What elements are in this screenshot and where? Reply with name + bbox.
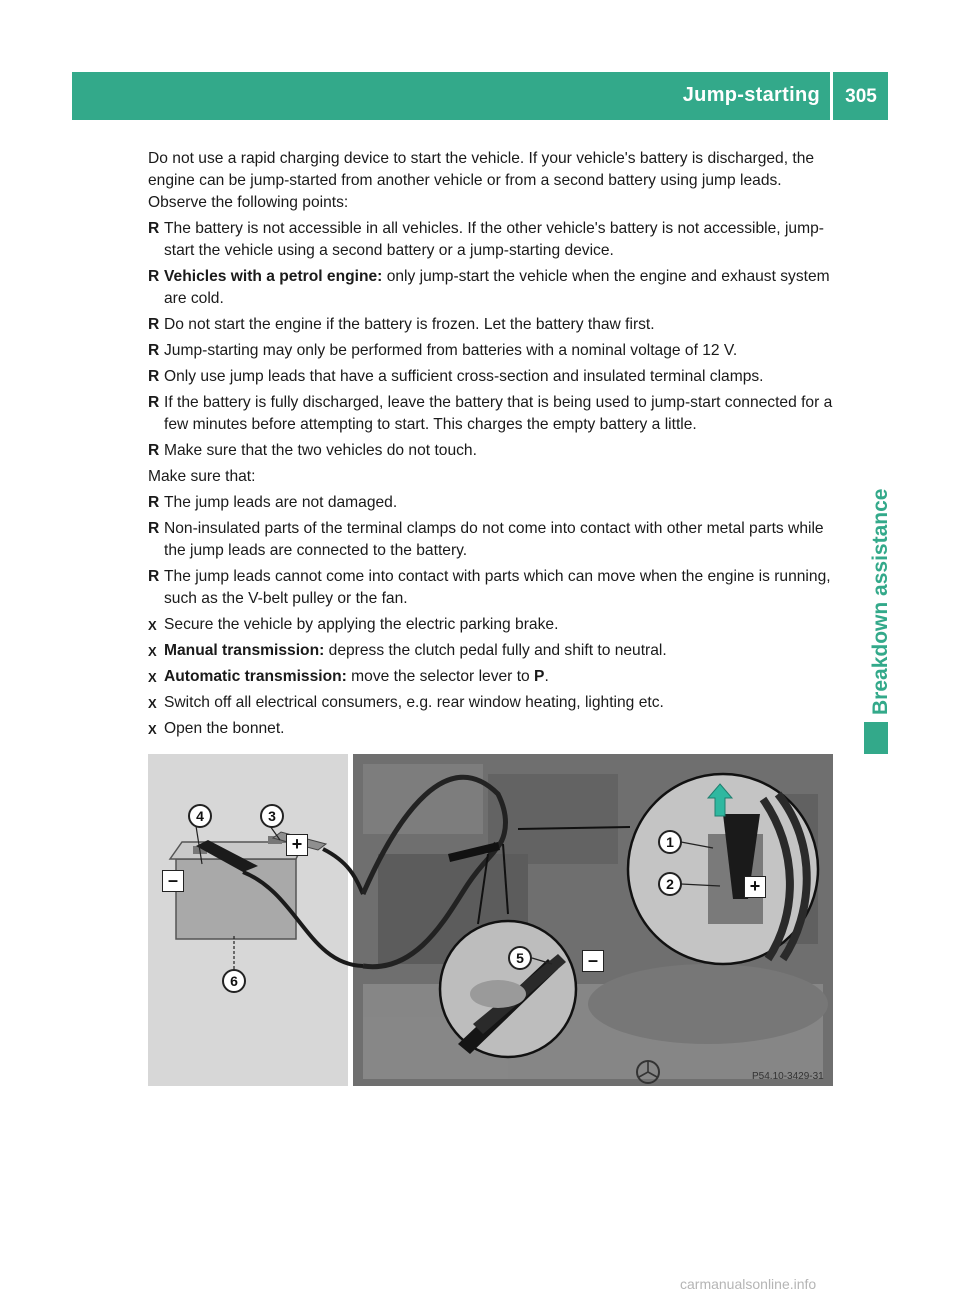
header-divider [830, 72, 833, 120]
chapter-tab-label: Breakdown assistance [869, 488, 892, 715]
step-mark: X [148, 670, 157, 685]
list-item [148, 392, 838, 436]
minus-sign: – [162, 870, 184, 892]
callout-3: 3 [260, 804, 284, 828]
list-item [148, 340, 838, 362]
item-text: The battery is not accessible in all vehicles. If the other vehicle's battery is not accessible, jump-start the vehicle using a second battery or a jump-starting device. [164, 220, 824, 259]
bullet-mark: R [148, 494, 160, 511]
list-item [148, 266, 838, 310]
step-text: Secure the vehicle by applying the electric parking brake. [164, 616, 559, 633]
item-text: Make sure that the two vehicles do not touch. [164, 442, 477, 459]
step-bold: Manual transmission: [164, 642, 325, 659]
plus-sign: + [744, 876, 766, 898]
step-tail: . [544, 668, 549, 685]
item-text: Do not start the engine if the battery is frozen. Let the battery thaw first. [164, 316, 655, 333]
item-text: The jump leads are not damaged. [164, 494, 398, 511]
callout-4: 4 [188, 804, 212, 828]
watermark: carmanualsonline.info [680, 1276, 817, 1292]
bullet-mark: R [148, 368, 160, 385]
steps-list [148, 614, 838, 740]
step-bold: Automatic transmission: [164, 668, 347, 685]
item-bold: Vehicles with a petrol engine: [164, 268, 383, 285]
callout-5: 5 [508, 946, 532, 970]
item-text: If the battery is fully discharged, leave the battery that is being used to jump-start connected for a few minutes before attempting to start. This charges the empty battery a little. [164, 394, 833, 433]
step-mark: X [148, 722, 157, 737]
list-item [148, 314, 838, 336]
bullet-mark: R [148, 568, 160, 585]
step-mark: X [148, 618, 157, 633]
item-text: Non-insulated parts of the terminal clamps do not come into contact with other metal parts while the jump leads are connected to the battery. [164, 520, 824, 559]
step-text: move the selector lever to [346, 668, 535, 685]
step-tail-bold: P [534, 668, 545, 685]
bullet-mark: R [148, 394, 160, 411]
page-number: 305 [845, 86, 877, 107]
list-item [148, 566, 838, 610]
step-item [148, 692, 838, 714]
jump-start-illustration [148, 754, 833, 1086]
points-list [148, 218, 838, 462]
list-item [148, 492, 838, 514]
step-text: Open the bonnet. [164, 720, 285, 737]
bullet-mark: R [148, 520, 160, 537]
callout-6: 6 [222, 969, 246, 993]
list-item [148, 518, 838, 562]
step-item [148, 718, 838, 740]
page-content [148, 148, 838, 744]
bullet-mark: R [148, 268, 160, 285]
step-mark: X [148, 644, 157, 659]
bullet-mark: R [148, 342, 160, 359]
step-item [148, 640, 838, 662]
make-sure-heading: Make sure that: [148, 468, 256, 485]
illustration-drawing [148, 754, 833, 1086]
callout-2: 2 [658, 872, 682, 896]
step-text: Switch off all electrical consumers, e.g. rear window heating, lighting etc. [164, 694, 664, 711]
bullet-mark: R [148, 316, 160, 333]
intro-paragraph: Do not use a rapid charging device to start the vehicle. If your vehicle's battery is discharged, the engine can be jump-started from another vehicle or from a second battery using jump leads. Observe the following points: [148, 150, 815, 211]
item-text: only jump-start the vehicle when the engine and exhaust system are cold. [164, 268, 830, 307]
step-item [148, 666, 838, 688]
bullet-mark: R [148, 442, 160, 459]
chapter-tab-marker [864, 722, 888, 754]
step-text: depress the clutch pedal fully and shift to neutral. [324, 642, 667, 659]
step-item [148, 614, 838, 636]
bullet-mark: R [148, 220, 160, 237]
section-title: Jump-starting [682, 84, 820, 106]
list-item [148, 440, 838, 462]
callout-1: 1 [658, 830, 682, 854]
plus-sign: + [286, 834, 308, 856]
item-text: Jump-starting may only be performed from batteries with a nominal voltage of 12 V. [164, 342, 738, 359]
list-item [148, 218, 838, 262]
step-mark: X [148, 696, 157, 711]
minus-sign: – [582, 950, 604, 972]
list-item [148, 366, 838, 388]
item-text: The jump leads cannot come into contact with parts which can move when the engine is running, such as the V-belt pulley or the fan. [164, 568, 831, 607]
figure-code: P54.10-3429-31 [752, 1071, 824, 1082]
make-sure-list [148, 492, 838, 610]
item-text: Only use jump leads that have a sufficient cross-section and insulated terminal clamps. [164, 368, 764, 385]
